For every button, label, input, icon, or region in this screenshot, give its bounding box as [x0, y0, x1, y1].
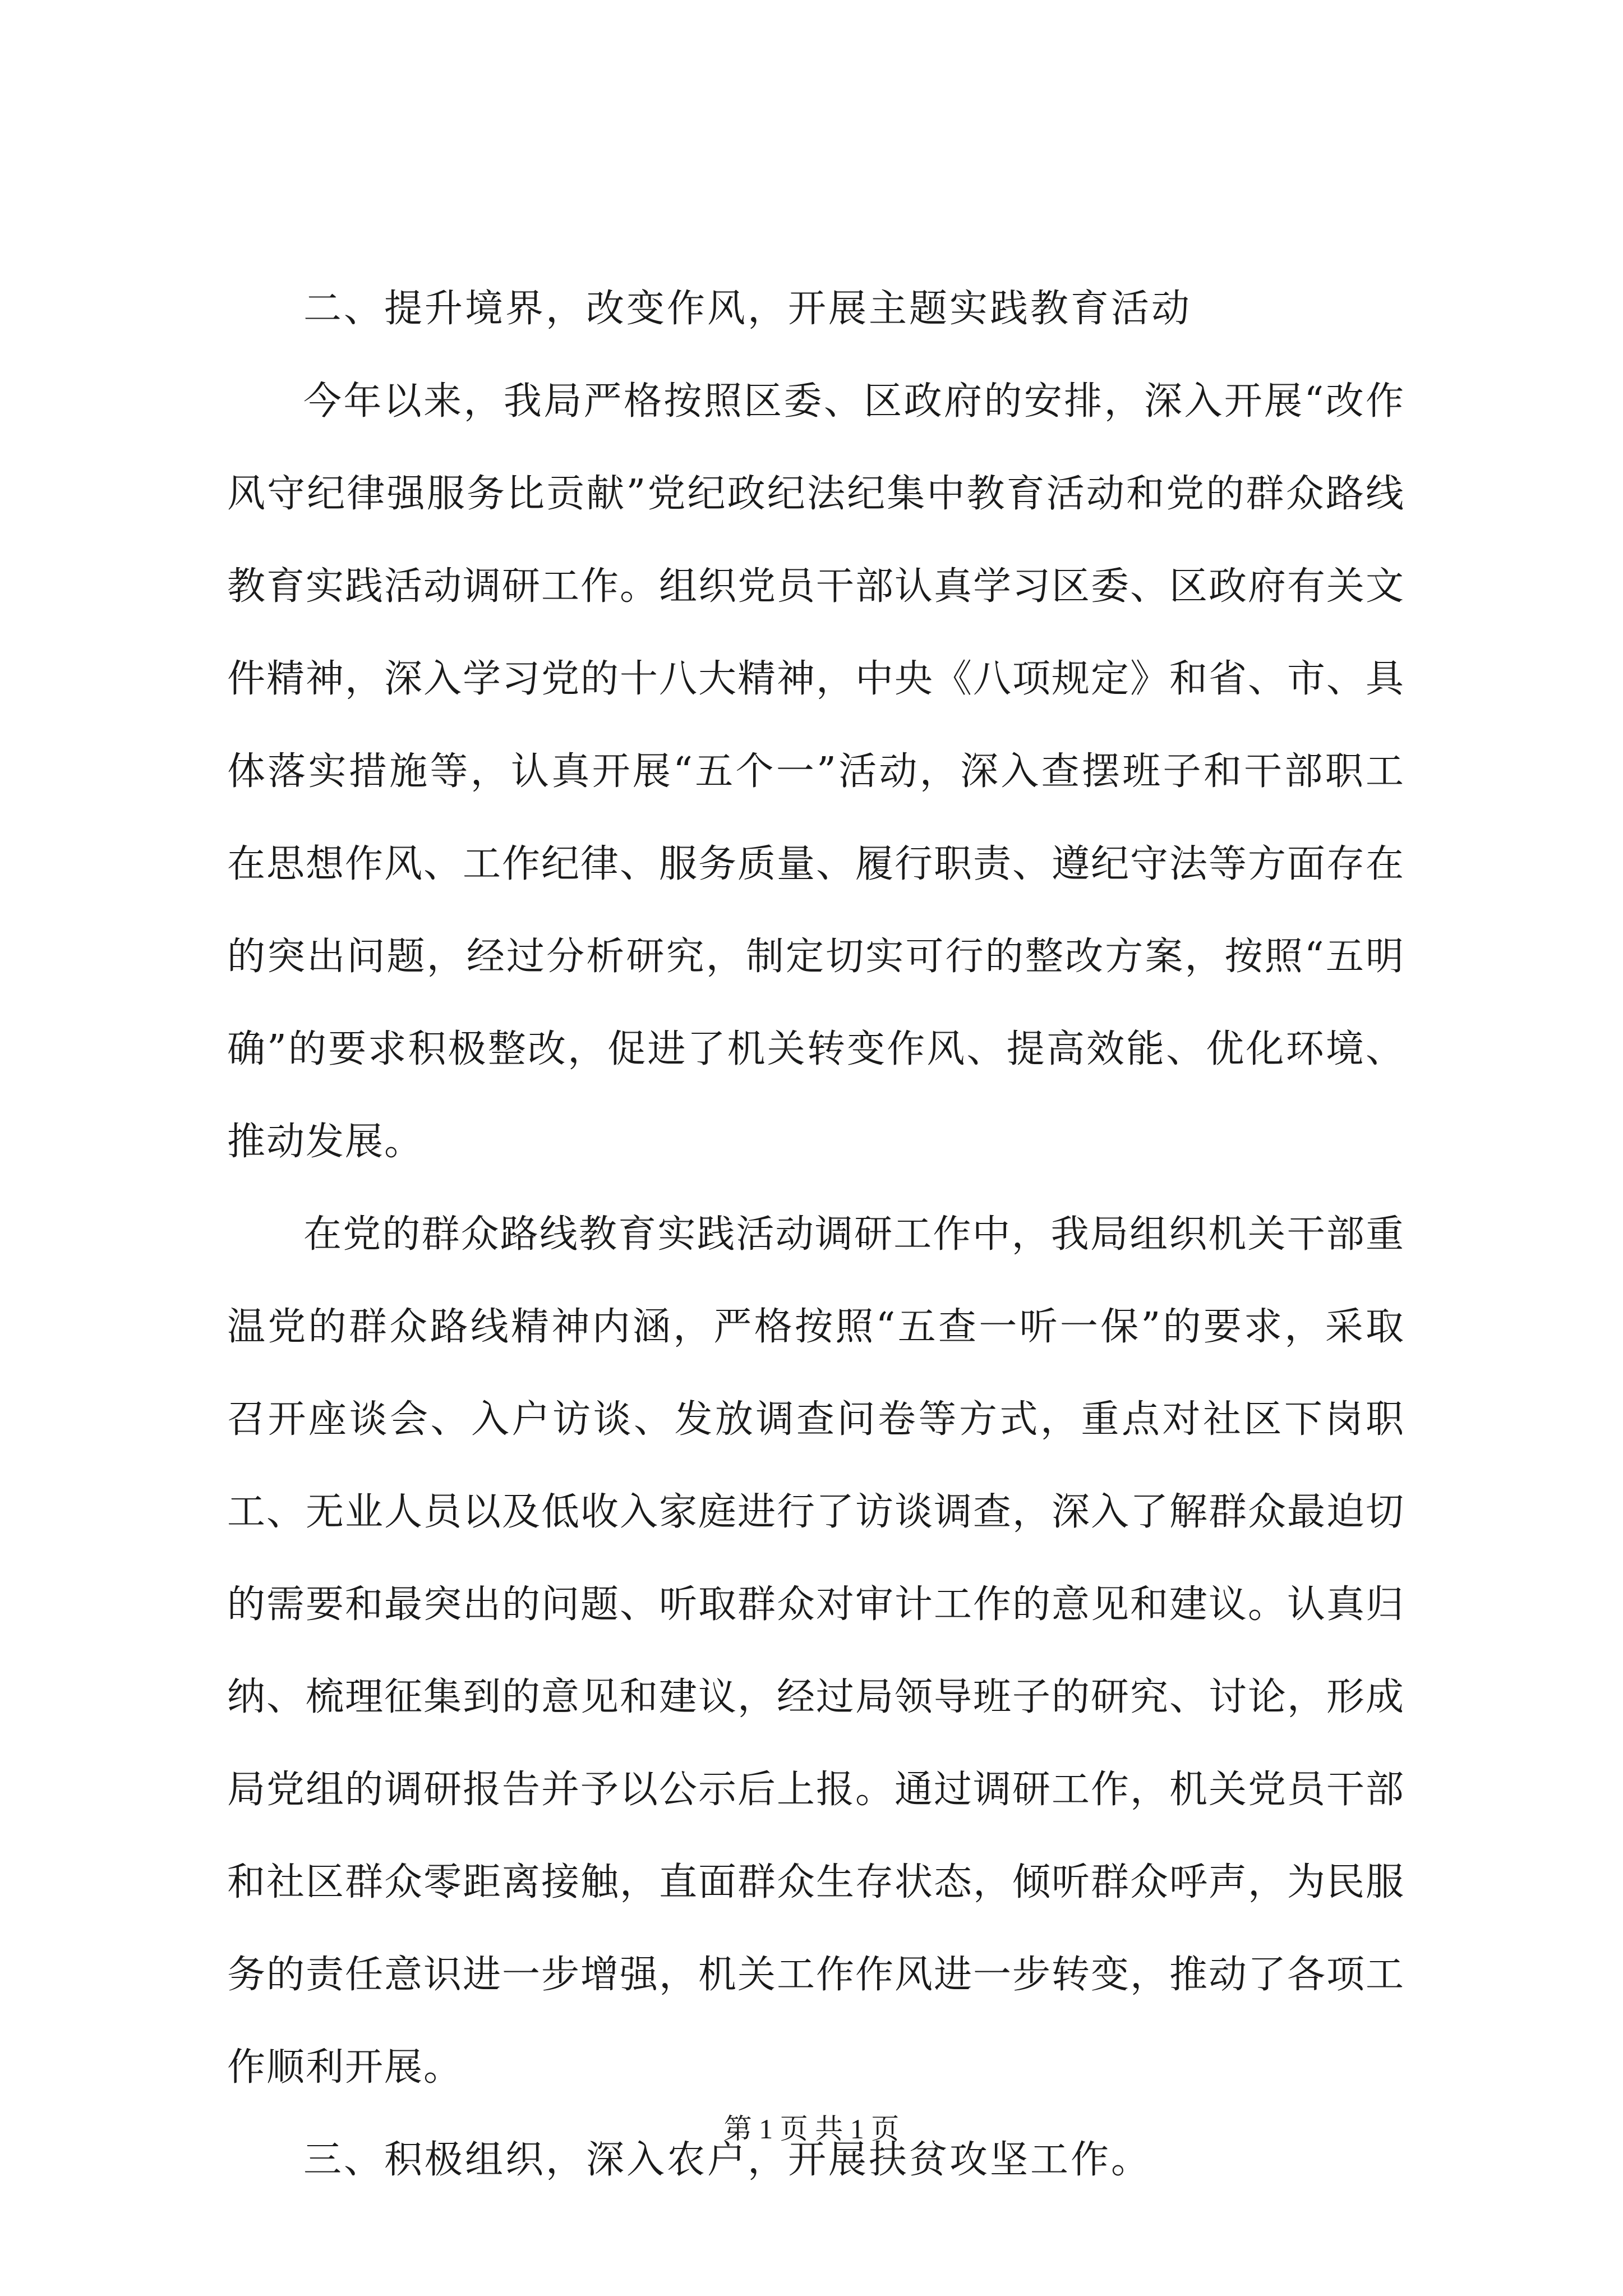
- paragraph-2: 在党的群众路线教育实践活动调研工作中，我局组织机关干部重温党的群众路线精神内涵，严格按照“五查一听一保”的要求，采取召开座谈会、入户访谈、发放调查问卷等方式，重点对社区下岗职工、无业人员以及低收入家庭进行了访谈调查，深入了解群众最迫切的需要和最突出的问题、听取群众对审计工作的意见和建议。认真归纳、梳理征集到的意见和建议，经过局领导班子的研究、讨论，形成局党组的调研报告并予以公示后上报。通过调研工作，机关党员干部和社区群众零距离接触，直面群众生存状态，倾听群众呼声，为民服务的责任意识进一步增强，机关工作作风进一步转变，推动了各项工作顺利开展。: [227, 1212, 1405, 2090]
- section-heading-2: 二、提升境界，改变作风，开展主题实践教育活动: [303, 287, 1192, 331]
- page-footer: 第 1 页 共 1 页: [723, 2113, 900, 2145]
- document-body: [227, 263, 1405, 2206]
- paragraph-1: 今年以来，我局严格按照区委、区政府的安排，深入开展“改作风守纪律强服务比贡献”党纪政纪法纪集中教育活动和党的群众路线教育实践活动调研工作。组织党员干部认真学习区委、区政府有关文件精神，深入学习党的十八大精神，中央《八项规定》和省、市、具体落实措施等，认真开展“五个一”活动，深入查摆班子和干部职工在思想作风、工作纪律、服务质量、履行职责、遵纪守法等方面存在的突出问题，经过分析研究，制定切实可行的整改方案，按照“五明确”的要求积极整改，促进了机关转变作风、提高效能、优化环境、推动发展。: [227, 379, 1405, 1164]
- section-heading-3: 三、积极组织，深入农户，开展扶贫攻坚工作。: [303, 2138, 1152, 2182]
